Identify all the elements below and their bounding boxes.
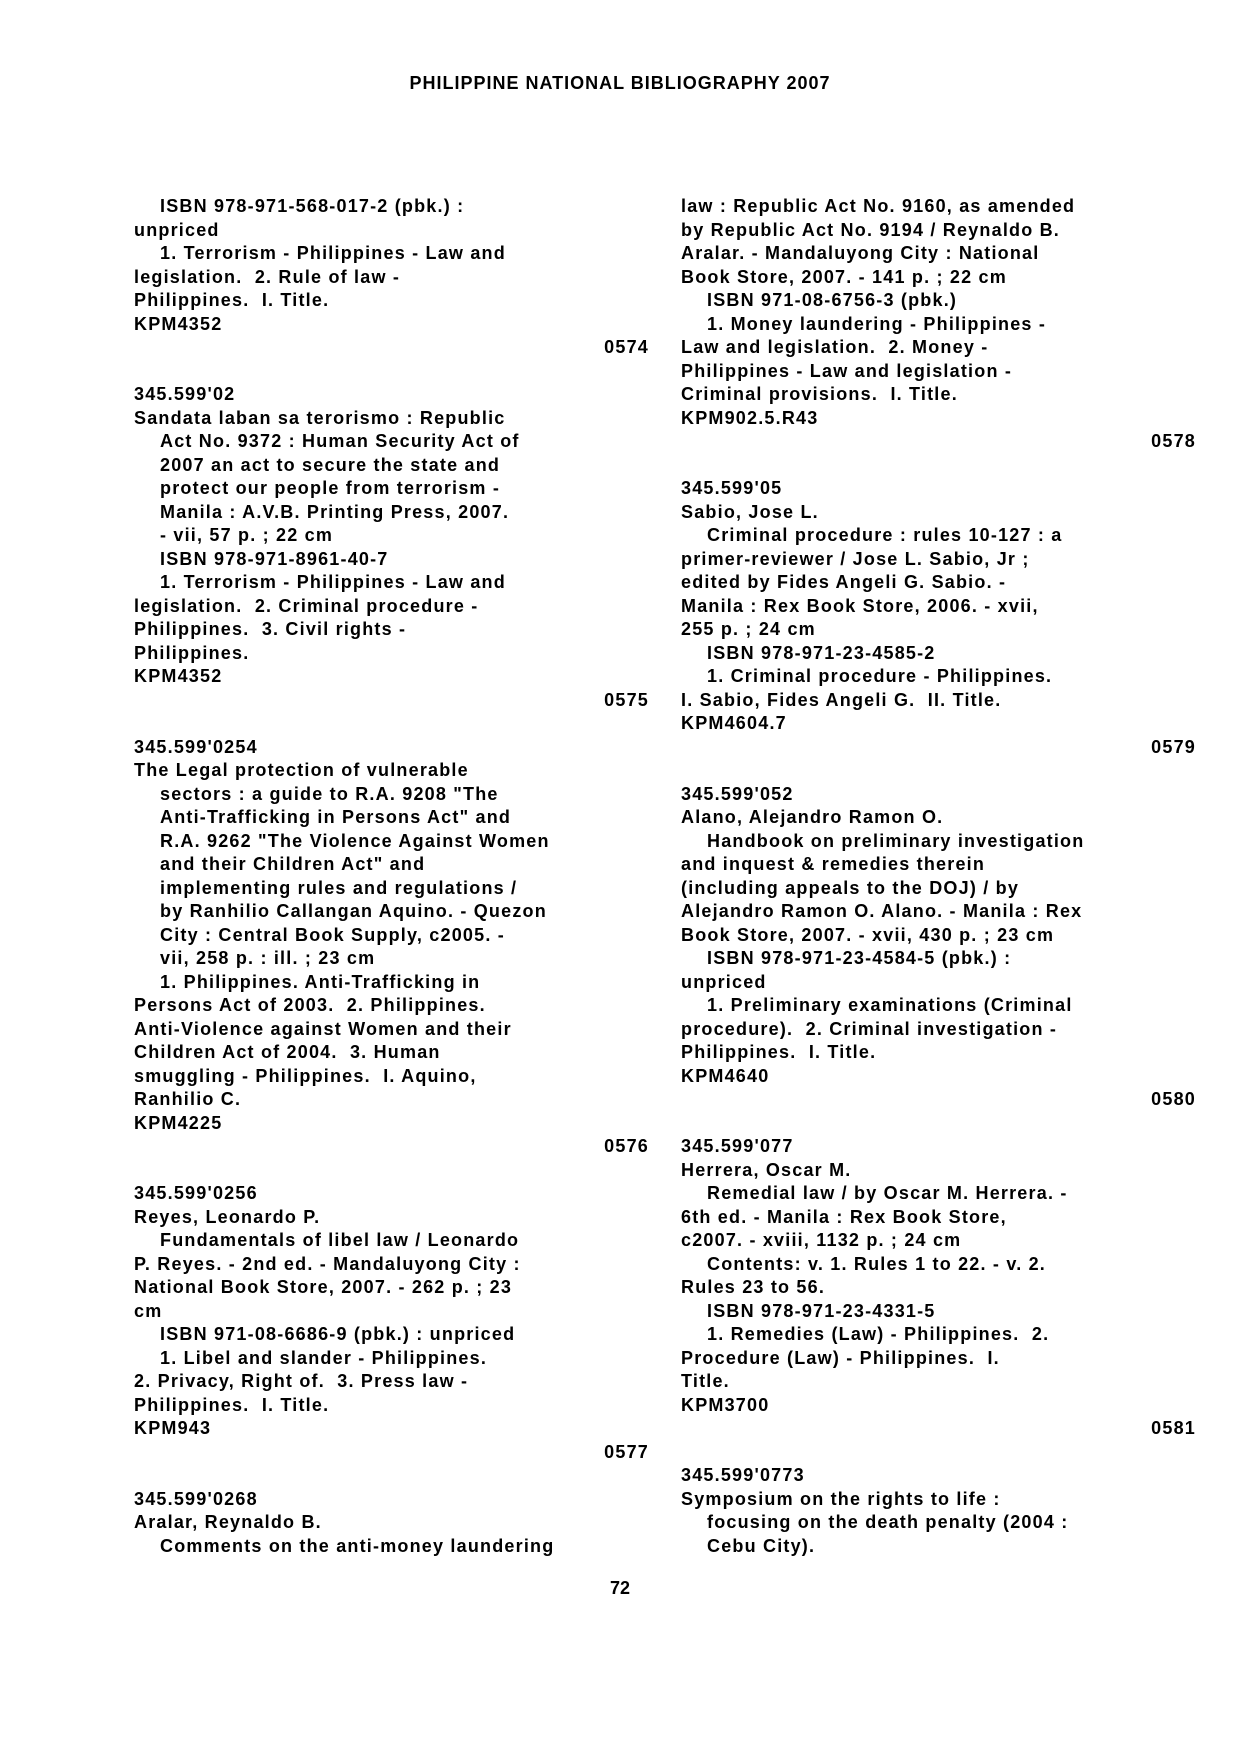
text-line: ISBN 971-08-6686-9 (pbk.) : unpriced: [160, 1324, 516, 1344]
text-line: by Republic Act No. 9194 / Reynaldo B.: [681, 219, 1061, 240]
text-line: Cebu City).: [707, 1535, 816, 1556]
text-line: Philippines - Law and legislation -: [681, 360, 1013, 381]
text-line: Philippines.: [134, 642, 250, 663]
text-line: Reyes, Leonardo P.: [134, 1206, 321, 1227]
text-line: 345.599'0254: [134, 736, 258, 757]
text-line: focusing on the death penalty (2004 :: [707, 1512, 1069, 1532]
text-line: Manila : A.V.B. Printing Press, 2007.: [160, 501, 510, 522]
text-line: Book Store, 2007. - 141 p. ; 22 cm: [681, 266, 1007, 287]
text-line: (including appeals to the DOJ) / by: [681, 877, 1020, 898]
text-line: Manila : Rex Book Store, 2006. - xvii,: [681, 595, 1039, 616]
text-line: Handbook on preliminary investigation: [707, 830, 1085, 851]
text-line: cm: [134, 1300, 163, 1321]
text-line: City : Central Book Supply, c2005. -: [160, 924, 505, 945]
text-line: unpriced: [681, 971, 767, 992]
text-line: 1. Terrorism - Philippines - Law and: [160, 243, 506, 263]
text-line: 2. Privacy, Right of. 3. Press law -: [134, 1371, 469, 1391]
text-line: unpriced: [134, 219, 220, 240]
text-line: 345.599'0773: [681, 1465, 805, 1485]
text-line: KPM3700: [681, 1394, 770, 1415]
text-line: Criminal procedure : rules 10-127 : a: [707, 525, 1063, 545]
text-line: Comments on the anti-money laundering: [160, 1535, 555, 1556]
text-line: ISBN 978-971-8961-40-7: [160, 548, 389, 569]
text-line: 1. Remedies (Law) - Philippines. 2.: [707, 1324, 1050, 1344]
text-line: [681, 454, 1196, 478]
text-line: Anti-Violence against Women and their: [134, 1018, 512, 1039]
text-line: Fundamentals of libel law / Leonardo: [160, 1230, 520, 1250]
text-line: sectors : a guide to R.A. 9208 "The: [160, 783, 499, 804]
left-column: [134, 195, 649, 1558]
text-line: Book Store, 2007. - xvii, 430 p. ; 23 cm: [681, 924, 1055, 945]
text-line: 255 p. ; 24 cm: [681, 619, 816, 639]
text-line: I. Sabio, Fides Angeli G. II. Title.: [681, 689, 1002, 710]
text-line: Procedure (Law) - Philippines. I.: [681, 1347, 1000, 1368]
text-line: Rules 23 to 56.: [681, 1277, 826, 1297]
text-line: ISBN 978-971-23-4584-5 (pbk.) :: [707, 948, 1012, 968]
text-line: Title.: [681, 1371, 730, 1391]
text-line: ISBN 978-971-23-4585-2: [707, 642, 936, 663]
text-line: - vii, 57 p. ; 22 cm: [160, 525, 334, 545]
text-line: [134, 360, 649, 384]
text-line: legislation. 2. Rule of law -: [134, 266, 401, 287]
text-line: procedure). 2. Criminal investigation -: [681, 1018, 1058, 1039]
text-line: Herrera, Oscar M.: [681, 1159, 852, 1180]
text-line: 1. Money laundering - Philippines -: [707, 313, 1047, 334]
text-line: and inquest & remedies therein: [681, 854, 986, 874]
text-line: Philippines. I. Title.: [134, 290, 330, 310]
text-line: 1. Preliminary examinations (Criminal: [707, 995, 1073, 1015]
text-line: 1. Terrorism - Philippines - Law and: [160, 572, 506, 592]
text-line: 345.599'0256: [134, 1183, 258, 1203]
text-line: 345.599'05: [681, 478, 783, 498]
text-line: [134, 1159, 649, 1183]
text-line: KPM902.5.R43: [681, 407, 819, 428]
text-line: vii, 258 p. : ill. ; 23 cm: [160, 948, 376, 968]
page-header: PHILIPPINE NATIONAL BIBLIOGRAPHY 2007: [409, 73, 831, 93]
text-line: Aralar. - Mandaluyong City : National: [681, 243, 1040, 263]
text-line: Children Act of 2004. 3. Human: [134, 1042, 441, 1062]
text-line: 1. Criminal procedure - Philippines.: [707, 666, 1053, 686]
text-line: Sabio, Jose L.: [681, 501, 819, 522]
text-line: The Legal protection of vulnerable: [134, 760, 469, 780]
text-line: KPM943: [134, 1418, 212, 1438]
text-line: protect our people from terrorism -: [160, 478, 501, 498]
text-line: National Book Store, 2007. - 262 p. ; 23: [134, 1277, 513, 1297]
entry-number: 0576: [604, 1136, 649, 1156]
text-line: Philippines. 3. Civil rights -: [134, 619, 407, 639]
text-line: 6th ed. - Manila : Rex Book Store,: [681, 1206, 1007, 1227]
text-line: and their Children Act" and: [160, 854, 426, 874]
text-line: Philippines. I. Title.: [681, 1042, 877, 1062]
text-line: R.A. 9262 "The Violence Against Women: [160, 830, 550, 851]
entry-number: 0578: [1151, 431, 1196, 451]
text-line: Symposium on the rights to life :: [681, 1488, 1001, 1509]
text-line: [681, 1441, 1196, 1465]
text-line: KPM4225: [134, 1112, 223, 1133]
text-line: smuggling - Philippines. I. Aquino,: [134, 1065, 477, 1086]
text-line: ISBN 978-971-568-017-2 (pbk.) :: [160, 196, 465, 216]
entry-number: 0575: [604, 689, 649, 710]
text-line: KPM4604.7: [681, 713, 787, 733]
text-line: 345.599'02: [134, 384, 236, 404]
text-line: by Ranhilio Callangan Aquino. - Quezon: [160, 901, 547, 921]
text-line: Remedial law / by Oscar M. Herrera. -: [707, 1183, 1068, 1203]
text-line: law : Republic Act No. 9160, as amended: [681, 196, 1076, 216]
text-line: 345.599'052: [681, 783, 794, 804]
text-line: ISBN 971-08-6756-3 (pbk.): [707, 290, 958, 310]
entry-number: 0580: [1151, 1089, 1196, 1109]
entry-number: 0581: [1151, 1418, 1196, 1438]
text-line: legislation. 2. Criminal procedure -: [134, 595, 479, 616]
entry-number: 0577: [604, 1441, 649, 1462]
text-line: KPM4640: [681, 1065, 770, 1086]
text-line: P. Reyes. - 2nd ed. - Mandaluyong City :: [134, 1253, 521, 1274]
text-line: ISBN 978-971-23-4331-5: [707, 1300, 936, 1321]
text-line: KPM4352: [134, 666, 223, 686]
text-line: 345.599'0268: [134, 1488, 258, 1509]
text-line: KPM4352: [134, 313, 223, 334]
text-line: Contents: v. 1. Rules 1 to 22. - v. 2.: [707, 1253, 1047, 1274]
text-line: primer-reviewer / Jose L. Sabio, Jr ;: [681, 548, 1030, 569]
text-line: Law and legislation. 2. Money -: [681, 337, 989, 357]
text-line: Alejandro Ramon O. Alano. - Manila : Rex: [681, 901, 1083, 921]
text-line: Anti-Trafficking in Persons Act" and: [160, 807, 512, 827]
text-line: implementing rules and regulations /: [160, 877, 518, 898]
text-line: Persons Act of 2003. 2. Philippines.: [134, 995, 486, 1015]
text-line: [134, 712, 649, 736]
text-line: c2007. - xviii, 1132 p. ; 24 cm: [681, 1230, 962, 1250]
text-line: 1. Philippines. Anti-Trafficking in: [160, 971, 481, 992]
text-line: [681, 1112, 1196, 1136]
page-number: 72: [609, 1578, 631, 1598]
text-line: Aralar, Reynaldo B.: [134, 1512, 322, 1532]
right-column: [681, 195, 1196, 1558]
text-line: 1. Libel and slander - Philippines.: [160, 1347, 488, 1368]
text-line: edited by Fides Angeli G. Sabio. -: [681, 572, 1007, 592]
entry-number: 0579: [1151, 736, 1196, 757]
text-line: Ranhilio C.: [134, 1089, 242, 1109]
text-line: 345.599'077: [681, 1136, 794, 1156]
entry-number: 0574: [604, 337, 649, 357]
text-line: Sandata laban sa terorismo : Republic: [134, 407, 506, 428]
text-line: Act No. 9372 : Human Security Act of: [160, 431, 520, 451]
text-line: Philippines. I. Title.: [134, 1394, 330, 1415]
text-line: [681, 759, 1196, 783]
text-line: 2007 an act to secure the state and: [160, 454, 501, 475]
text-line: Alano, Alejandro Ramon O.: [681, 807, 944, 827]
text-line: Criminal provisions. I. Title.: [681, 384, 958, 404]
text-line: [134, 1464, 649, 1488]
